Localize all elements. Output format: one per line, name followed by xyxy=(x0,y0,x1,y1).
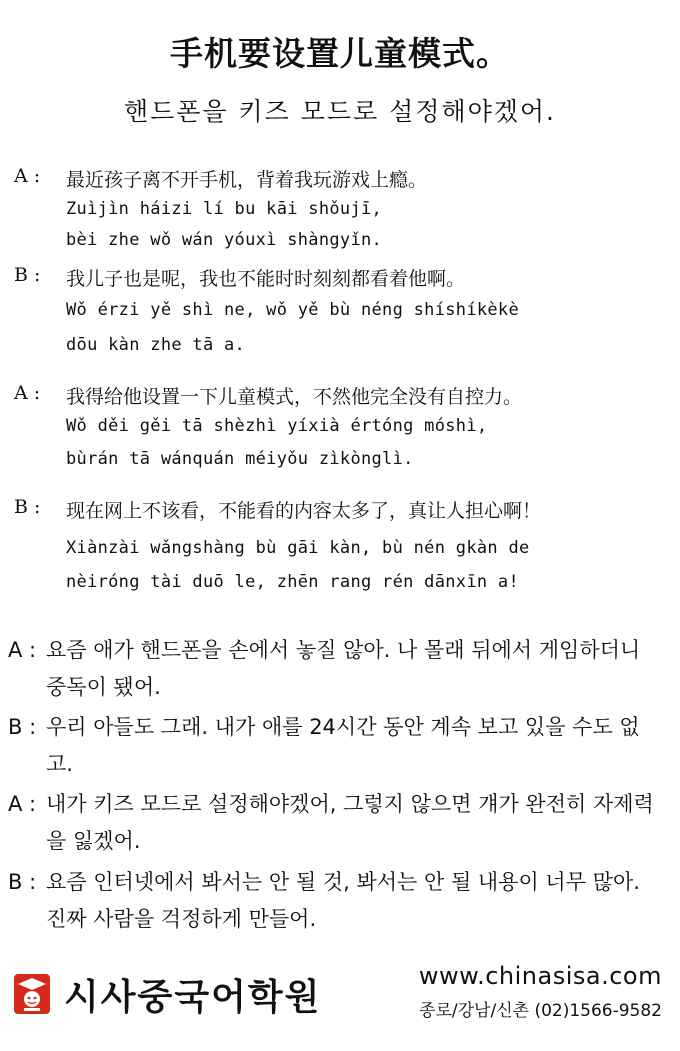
academy-logo-icon xyxy=(12,972,52,1016)
branch-contact: 종로/강남/신촌 (02)1566-9582 xyxy=(419,1001,662,1021)
speaker-label: A : xyxy=(14,165,41,187)
speaker-label: B : xyxy=(8,870,37,894)
pinyin-line: Wǒ děi gěi tā shèzhì yíxià értóng móshì, xyxy=(66,416,488,436)
pinyin-line: bùrán tā wánquán méiyǒu zìkònglì. xyxy=(66,449,414,469)
korean-sentence: 요즘 인터넷에서 봐서는 안 될 것, 봐서는 안 될 내용이 너무 많아. 진짜 사람을 걱정하게 만들어. xyxy=(46,870,640,931)
speaker-label: B : xyxy=(14,264,41,286)
korean-sentence: 우리 아들도 그래. 내가 애를 24시간 동안 계속 보고 있을 수도 없고. xyxy=(46,715,640,776)
korean-sentence: 내가 키즈 모드로 설정해야겠어, 그렇지 않으면 걔가 완전히 자제력을 잃겠어. xyxy=(46,792,654,853)
title-chinese: 手机要设置儿童模式。 xyxy=(170,34,510,73)
pinyin-line: Zuìjìn háizi lí bu kāi shǒujī, xyxy=(66,199,383,219)
speaker-label: B : xyxy=(14,496,41,518)
korean-sentence: 요즘 애가 핸드폰을 손에서 놓질 않아. 나 몰래 뒤에서 게임하더니 중독이 됐어. xyxy=(46,638,641,699)
chinese-sentence: 最近孩子离不开手机，背着我玩游戏上瘾。 xyxy=(66,169,428,191)
speaker-label: A : xyxy=(8,638,37,662)
pinyin-line: nèiróng tài duō le, zhēn rang rén dānxīn a! xyxy=(66,572,519,592)
pinyin-line: Xiànzài wǎngshàng bù gāi kàn, bù nén gkàn de xyxy=(66,538,530,558)
speaker-label: A : xyxy=(8,792,37,816)
website-url: www.chinasisa.com xyxy=(418,962,662,990)
chinese-sentence: 现在网上不该看，不能看的内容太多了，真让人担心啊！ xyxy=(66,500,542,522)
speaker-label: A : xyxy=(14,382,41,404)
chinese-sentence: 我得给他设置一下儿童模式，不然他完全没有自控力。 xyxy=(66,386,523,408)
academy-name: 시사중국어학원 xyxy=(64,976,322,1018)
title-korean: 핸드폰을 키즈 모드로 설정해야겠어. xyxy=(123,97,557,126)
pinyin-line: Wǒ érzi yě shì ne, wǒ yě bù néng shíshíkèkè xyxy=(66,300,519,320)
pinyin-line: bèi zhe wǒ wán yóuxì shàngyǐn. xyxy=(66,230,383,250)
speaker-label: B : xyxy=(8,715,37,739)
pinyin-line: dōu kàn zhe tā a. xyxy=(66,335,246,355)
academy-brand xyxy=(12,968,321,1020)
chinese-sentence: 我儿子也是呢，我也不能时时刻刻都看着他啊。 xyxy=(66,268,466,290)
